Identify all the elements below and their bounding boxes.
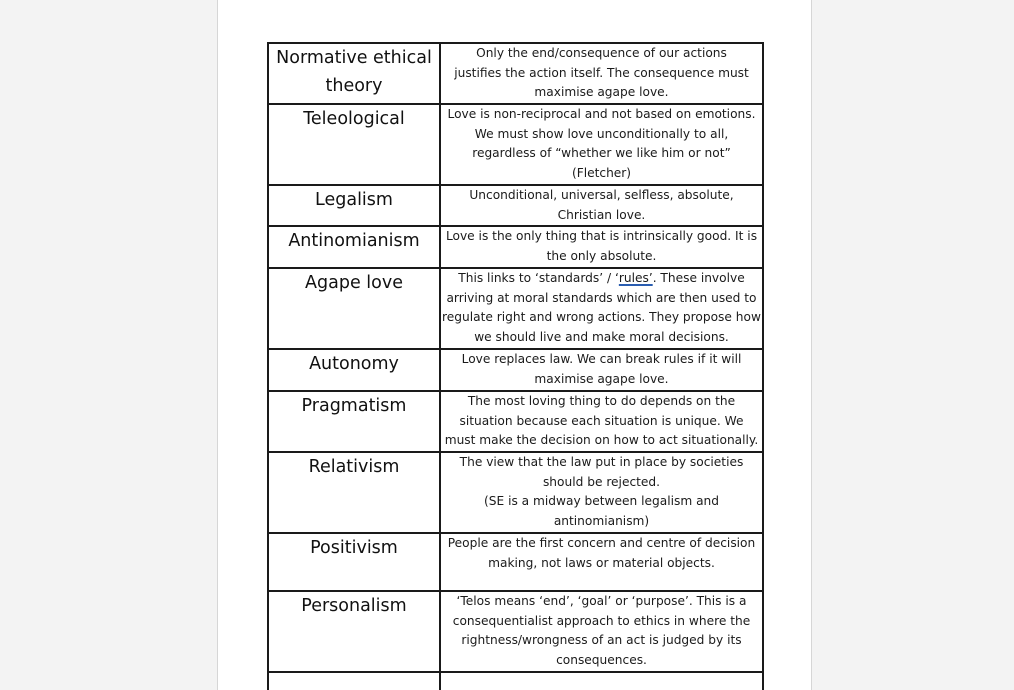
definition-text: Love is the only thing that is intrinsically good. It is [445,229,758,244]
definition-text: People are the first concern and centre of decision [447,536,756,551]
definition-text: maximise agape love. [534,371,669,386]
definition-text: Unconditional, universal, selfless, absolute, [469,188,734,202]
definition-text: arriving at moral standards which are then used to [446,290,757,305]
term-text: Normative ethical [276,48,432,68]
definition-text: regardless of “whether we like him or not” [472,146,731,161]
definition-cell [440,43,763,104]
definition-cell [440,533,763,591]
definition-cell [440,104,763,185]
definition-text: ‘Telos means ‘end’, ‘goal’ or ‘purpose’. This is a [456,594,747,609]
definition-text: the only absolute. [546,248,657,263]
definition-cell [440,185,763,226]
definition-text: The most loving thing to do depends on the [467,394,736,409]
definition-text: rightness/wrongness of an act is judged by its [461,633,742,648]
definition-cell [440,591,763,672]
definition-text: justifies the action itself. The consequence must [454,65,749,80]
term-cell [268,226,440,268]
term-cell [268,104,440,185]
definition-cell [440,226,763,268]
definition-cell [440,672,763,690]
table-row [268,591,763,672]
term-cell [268,591,440,672]
definition-text: making, not laws or material objects. [488,555,715,570]
table-row [268,349,763,391]
term-text: Teleological [303,109,405,129]
term-cell [268,672,440,690]
table-row [268,43,763,104]
term-cell [268,349,440,391]
definition-text: should be rejected. [542,474,661,489]
term-cell [268,452,440,533]
definition-text: must make the decision on how to act situationally. [444,433,759,448]
term-cell [268,185,440,226]
definition-text: consequentialist approach to ethics in where the [452,613,751,628]
definition-cell [440,268,763,349]
term-text: Relativism [308,457,400,478]
definition-text: Love is non-reciprocal and not based on emotions. [447,107,756,121]
definition-text: maximise agape love. [534,85,669,100]
definition-text: regulate right and wrong actions. They propose how [442,310,761,325]
term-text: Agape love [305,273,403,294]
term-cell [268,391,440,452]
term-text: Positivism [310,538,398,559]
term-cell [268,43,440,104]
term-text: Personalism [301,596,407,617]
matching-table [267,42,764,690]
table-row [268,185,763,226]
definition-cell [440,391,763,452]
definition-cell [440,452,763,533]
term-cell [268,268,440,349]
definition-text-part: . These involve [652,271,745,286]
definition-text: consequences. [556,652,647,667]
definition-text [441,269,762,289]
definition-cell [440,349,763,391]
term-text: Antinomianism [288,231,420,252]
table-row [268,226,763,268]
document-page [217,0,812,690]
definition-text: Love replaces law. We can break rules if it will [461,352,742,367]
definition-text: Christian love. [557,207,646,222]
definition-text: antinomianism) [553,513,650,528]
term-cell [268,533,440,591]
table-row [268,104,763,185]
definition-text: situation because each situation is unique. We [459,413,744,428]
term-text: Autonomy [309,354,399,375]
definition-text: Only the end/consequence of our actions [476,46,727,60]
table-row [268,533,763,591]
table-row [268,452,763,533]
definition-text: We must show love unconditionally to all, [474,126,729,141]
underlined-word: rules’ [618,271,653,286]
definition-text: (SE is a midway between legalism and [484,494,719,509]
term-text: theory [325,76,383,96]
definition-text: The view that the law put in place by societies [459,455,744,470]
definition-text: (Fletcher) [571,165,632,180]
definition-text: we should live and make moral decisions. [474,329,729,344]
table-row [268,391,763,452]
table-row [268,268,763,349]
definition-text-part: This links to ‘standards’ / ‘ [458,271,619,286]
term-text: Pragmatism [301,396,407,417]
term-text: Legalism [315,190,393,210]
table-row [268,672,763,690]
